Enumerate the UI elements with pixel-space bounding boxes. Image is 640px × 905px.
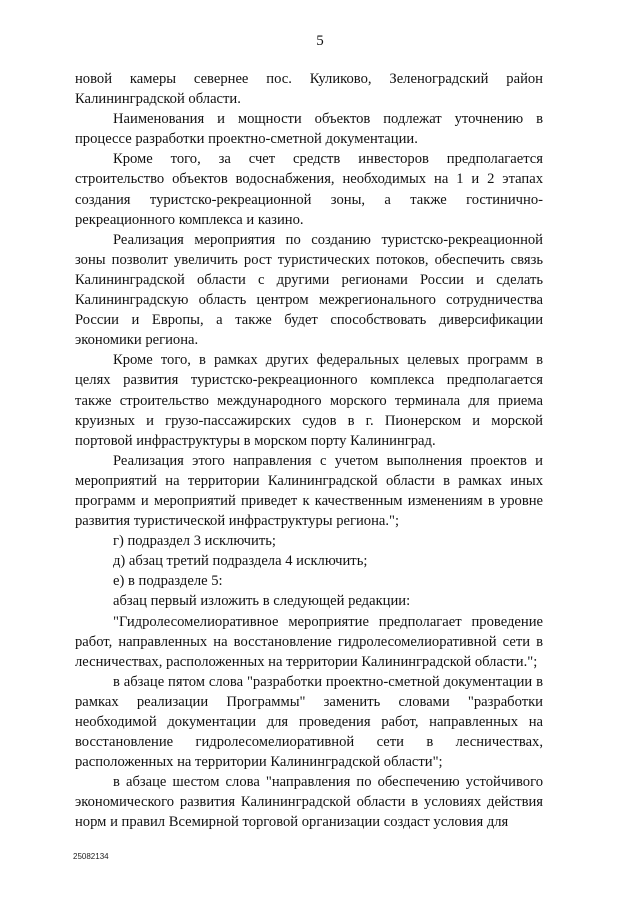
paragraph-continuation: новой камеры севернее пос. Куликово, Зеленоградский район Калининградской области. — [75, 71, 543, 108]
document-code: 25082134 — [73, 852, 109, 861]
list-item-g: г) подраздел 3 исключить; — [113, 533, 276, 550]
paragraph-fifth-abzac: в абзаце пятом слова "разработки проектно-сметной документации в рамках реализации Программы" заменить словами "разработки необходимой документации для проведения работ, направленных на восстановление гидролесомелиоративной сети в лесничествах, расположенных на территории Калининградской области"; — [75, 673, 543, 771]
paragraph-sixth-abzac: в абзаце шестом слова "направления по обеспечению устойчивого экономического развития Калининградской области в условиях действия норм и правил Всемирной торговой организации создаст условия для — [75, 774, 543, 831]
list-item-e: е) в подразделе 5: — [113, 573, 223, 590]
document-body — [75, 69, 543, 833]
paragraph-quote-hydro: "Гидролесомелиоративное мероприятие предполагает проведение работ, направленных на восстановление гидролесомелиоративной сети в лесничествах, расположенных на территории Калининградской области."; — [75, 613, 543, 670]
paragraph-tourist-zone: Реализация мероприятия по созданию туристско-рекреационной зоны позволит увеличить рост туристических потоков, обеспечить связь Калининградской области с другими регионами России и сделать Калининградскую область центром межрегионального сотрудничества России и Европы, а также будет способствовать диверсификации экономики региона. — [75, 231, 543, 349]
page-number: 5 — [316, 33, 324, 49]
paragraph-implementation: Реализация этого направления с учетом выполнения проектов и мероприятий на территории Калининградской области в рамках иных программ и мероприятий приведет к качественным изменениям в уровне развития туристической инфраструктуры региона."; — [75, 452, 543, 530]
list-item-d: д) абзац третий подраздела 4 исключить; — [113, 553, 368, 570]
paragraph-first-abzac: абзац первый изложить в следующей редакции: — [113, 593, 411, 610]
paragraph-investors: Кроме того, за счет средств инвесторов предполагается строительство объектов водоснабжения, необходимых на 1 и 2 этапах создания туристско-рекреационной зоны, а также гостинично-рекреационного комплекса и казино. — [75, 151, 543, 228]
paragraph-object-names: Наименования и мощности объектов подлежат уточнению в процессе разработки проектно-сметной документации. — [75, 111, 543, 148]
paragraph-sea-terminal: Кроме того, в рамках других федеральных целевых программ в целях развития туристско-рекреационного комплекса предполагается также строительство международного морского терминала для приема круизных и грузо-пассажирских судов в г. Пионерском и морской портовой инфраструктуры в морском порту Калининград. — [75, 352, 543, 449]
